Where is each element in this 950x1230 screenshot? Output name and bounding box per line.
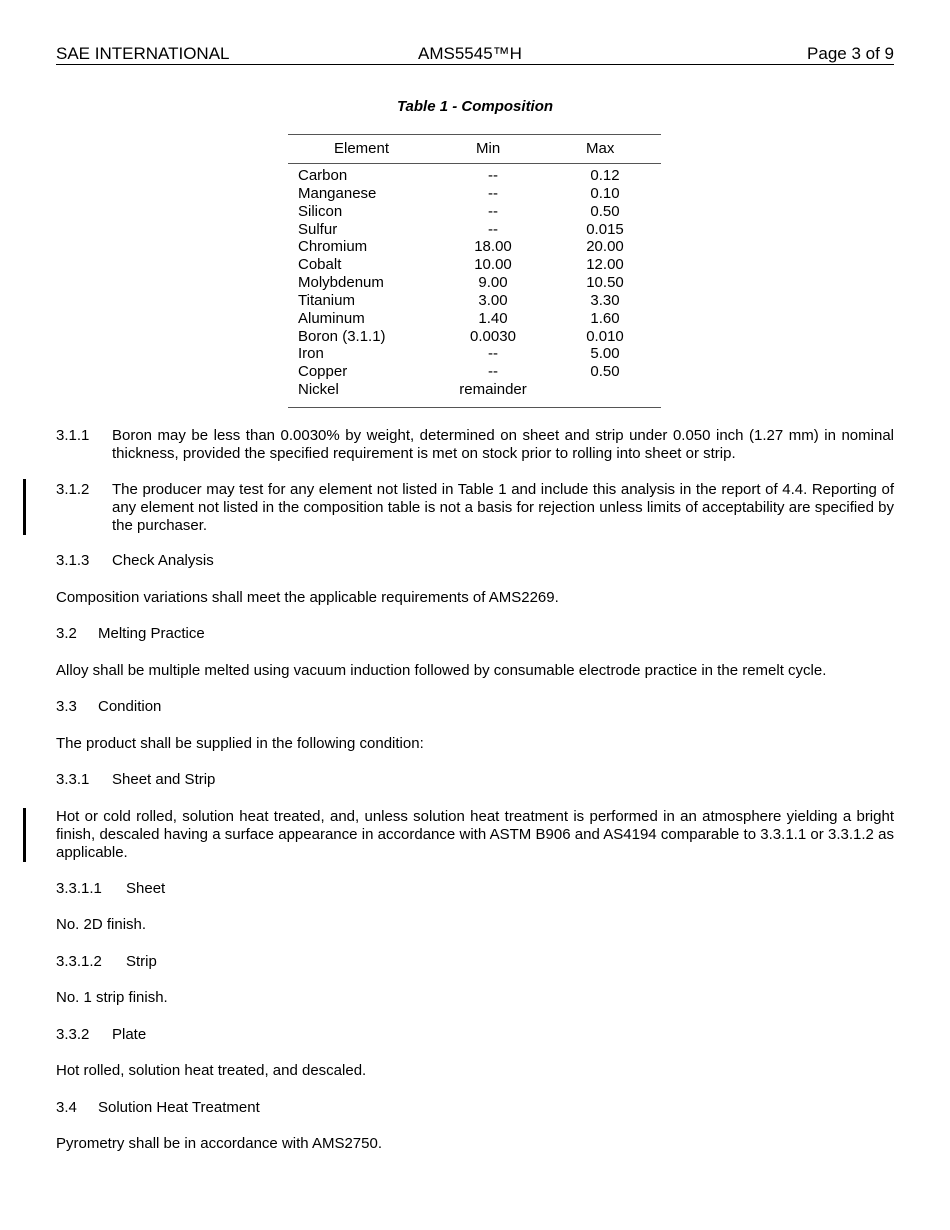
cell-max: 10.50 — [586, 274, 624, 292]
table-row — [288, 292, 661, 310]
table-title: Table 1 - Composition — [396, 98, 554, 115]
section-number: 3.3 — [56, 698, 77, 715]
table-row — [288, 167, 661, 185]
paragraph: Composition variations shall meet the applicable requirements of AMS2269. — [56, 589, 559, 606]
section-title: Plate — [112, 1026, 147, 1043]
section-number: 3.3.2 — [56, 1026, 90, 1043]
section-3-1-2 — [56, 481, 894, 535]
cell-max: 0.12 — [590, 167, 620, 184]
cell-element: Molybdenum — [298, 274, 384, 292]
section-title: Strip — [126, 953, 157, 970]
section-3-4-heading — [56, 1099, 894, 1117]
section-3-3-heading — [56, 698, 894, 716]
header-doc-id: AMS5545™H — [418, 44, 522, 63]
cell-element: Sulfur — [298, 220, 338, 238]
cell-min: -- — [488, 184, 498, 202]
cell-min: 3.00 — [478, 291, 508, 309]
section-3-3-2-heading — [56, 1026, 894, 1044]
section-3-3-1-heading — [56, 771, 894, 789]
cell-element: Cobalt — [298, 256, 342, 274]
composition-table — [288, 134, 661, 408]
section-3-1-1 — [56, 427, 894, 463]
section-number: 3.3.1.1 — [56, 880, 102, 897]
section-title: Sheet and Strip — [112, 771, 216, 788]
cell-min: remainder — [459, 381, 527, 399]
header-page-number: Page 3 of 9 — [807, 44, 894, 63]
cell-min: 18.00 — [474, 238, 512, 256]
cell-max: 0.10 — [590, 184, 620, 202]
table-row — [288, 238, 661, 256]
section-3-3-1-2-heading — [56, 953, 894, 971]
column-header-min: Min — [476, 140, 501, 157]
paragraph: No. 2D finish. — [56, 916, 147, 933]
table-row — [288, 203, 661, 221]
revision-change-bar — [23, 808, 26, 862]
section-title: Melting Practice — [98, 625, 205, 642]
cell-max: 20.00 — [586, 238, 624, 256]
section-number: 3.2 — [56, 625, 77, 642]
cell-max: 0.015 — [586, 220, 624, 238]
section-title: Sheet — [126, 880, 166, 897]
cell-min: -- — [488, 220, 498, 238]
section-number: 3.3.1.2 — [56, 953, 102, 970]
section-number: 3.3.1 — [56, 771, 90, 788]
header-org: SAE INTERNATIONAL — [56, 44, 230, 63]
cell-min: -- — [488, 167, 498, 184]
table-row — [288, 256, 661, 274]
cell-element: Aluminum — [298, 309, 365, 327]
table-header-row — [288, 135, 661, 164]
table-row — [288, 274, 661, 292]
paragraph: Alloy shall be multiple melted using vacuum induction followed by consumable electrode practice in the remelt cycle. — [56, 662, 827, 679]
cell-min: 1.40 — [478, 309, 508, 327]
cell-min: -- — [488, 345, 498, 363]
cell-element: Boron (3.1.1) — [298, 327, 386, 345]
section-3-2-heading — [56, 625, 894, 643]
cell-min: -- — [488, 363, 498, 381]
cell-element: Chromium — [298, 238, 368, 256]
cell-element: Carbon — [298, 167, 348, 184]
revision-change-bar — [23, 479, 26, 535]
cell-max: 0.50 — [590, 202, 620, 220]
section-title: Solution Heat Treatment — [98, 1099, 260, 1116]
table-row — [288, 185, 661, 203]
cell-min: -- — [488, 202, 498, 220]
section-3-3-1-1-heading — [56, 880, 894, 898]
cell-max: 3.30 — [590, 291, 620, 309]
cell-element: Manganese — [298, 184, 377, 202]
cell-min: 9.00 — [478, 274, 508, 292]
section-3-1-3-heading — [56, 552, 894, 570]
paragraph: The product shall be supplied in the following condition: — [56, 735, 424, 752]
paragraph: Pyrometry shall be in accordance with AMS2750. — [56, 1135, 382, 1152]
section-number: 3.4 — [56, 1099, 77, 1116]
paragraph: No. 1 strip finish. — [56, 989, 168, 1006]
section-number: 3.1.1 — [56, 427, 90, 444]
table-row — [288, 221, 661, 239]
cell-max: 5.00 — [590, 345, 620, 363]
section-title: Check Analysis — [112, 552, 214, 569]
cell-element: Copper — [298, 363, 348, 381]
cell-max: 0.010 — [586, 327, 624, 345]
table-body — [288, 167, 661, 399]
cell-element: Iron — [298, 345, 324, 363]
table-row — [288, 328, 661, 346]
cell-element: Nickel — [298, 381, 339, 399]
cell-max: 0.50 — [590, 363, 620, 381]
paragraph: Hot or cold rolled, solution heat treated, and, unless solution heat treatment is performed in an atmosphere yielding a bright finish, descaled having a surface appearance in accordance with ASTM B906 and AS4194 comparable to 3.3.1.1 or 3.3.1.2 as applicable. — [56, 808, 894, 861]
table-row — [288, 363, 661, 381]
column-header-element: Element — [334, 140, 390, 157]
section-number: 3.1.2 — [56, 481, 90, 498]
cell-min: 0.0030 — [470, 327, 516, 345]
cell-max: 1.60 — [590, 309, 620, 327]
cell-element: Titanium — [298, 291, 355, 309]
cell-min: 10.00 — [474, 256, 512, 274]
cell-element: Silicon — [298, 202, 343, 220]
section-text: Boron may be less than 0.0030% by weight, determined on sheet and strip under 0.050 inch (1.27 mm) in nominal thickness, provided the specified requirement is met on stock prior to rolling into sheet or strip. — [112, 427, 894, 462]
table-row — [288, 310, 661, 328]
cell-max: 12.00 — [586, 256, 624, 274]
page-header — [56, 44, 894, 65]
column-header-max: Max — [586, 140, 615, 157]
section-number: 3.1.3 — [56, 552, 90, 569]
section-text: The producer may test for any element not listed in Table 1 and include this analysis in the report of 4.4. Reporting of any element not listed in the composition table is not a basis for rejection unless limits of acceptability are specified by the purchaser. — [112, 481, 894, 534]
table-row — [288, 345, 661, 363]
section-title: Condition — [98, 698, 162, 715]
table-row — [288, 381, 661, 399]
paragraph: Hot rolled, solution heat treated, and descaled. — [56, 1062, 367, 1079]
